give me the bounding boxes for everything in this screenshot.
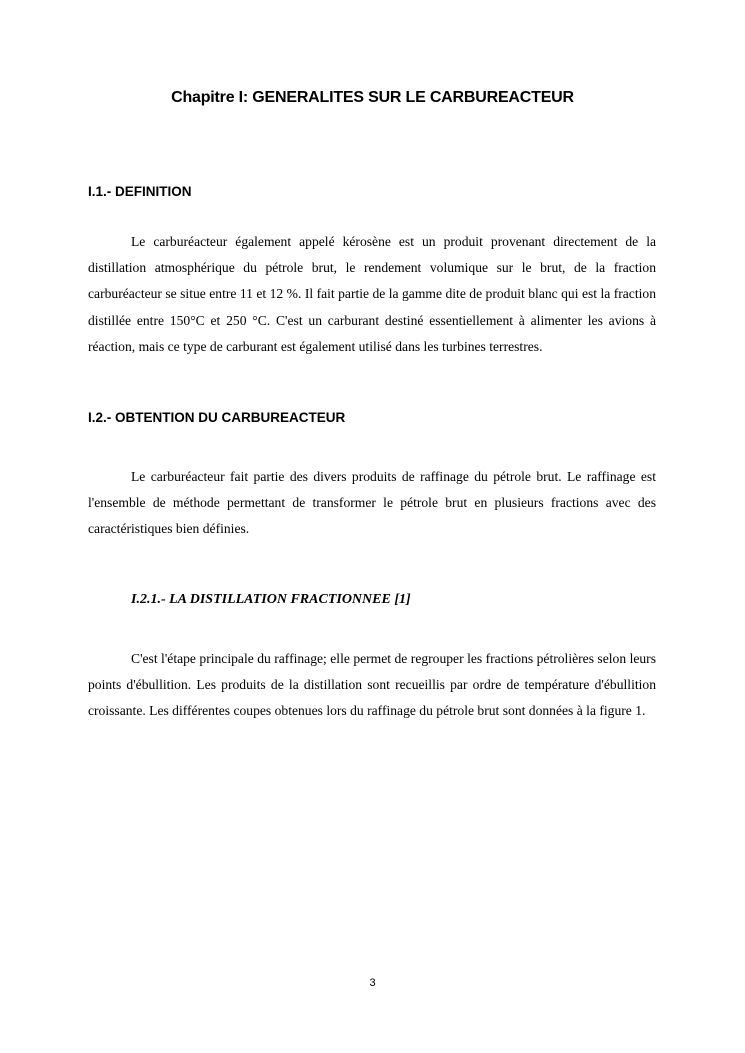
distillation-paragraph: C'est l'étape principale du raffinage; elle permet de regrouper les fractions pétrolières selon leurs points d'ébullition. Les produits de la distillation sont recueillis par ordre de température d'ébullition croissante. Les différentes coupes obtenues lors du raffinage du pétrole brut sont données à la figure 1. xyxy=(88,651,656,719)
obtention-paragraph: Le carburéacteur fait partie des divers produits de raffinage du pétrole brut. Le raffinage est l'ensemble de méthode permettant de transformer le pétrole brut en plusieurs fractions avec des caractéristiques bien définies. xyxy=(88,469,656,537)
section-heading-definition: I.1.- DEFINITION xyxy=(88,184,192,199)
definition-paragraph: Le carburéacteur également appelé kérosène est un produit provenant directement de la distillation atmosphérique du pétrole brut, le rendement volumique sur le brut, de la fraction carburéacteur se situe entre 11 et 12 %. Il fait partie de la gamme dite de produit blanc qui est la fraction distillée entre 150°C et 250 °C. C'est un carburant destiné essentiellement à alimenter les avions à réaction, mais ce type de carburant est également utilisé dans les turbines terrestres. xyxy=(88,234,656,354)
chapter-title: Chapitre I: GENERALITES SUR LE CARBUREACTEUR xyxy=(171,89,574,106)
subsection-heading-distillation: I.2.1.- LA DISTILLATION FRACTIONNEE [1] xyxy=(131,592,411,607)
page-number: 3 xyxy=(369,977,376,989)
section-heading-obtention: I.2.- OBTENTION DU CARBUREACTEUR xyxy=(88,410,346,425)
